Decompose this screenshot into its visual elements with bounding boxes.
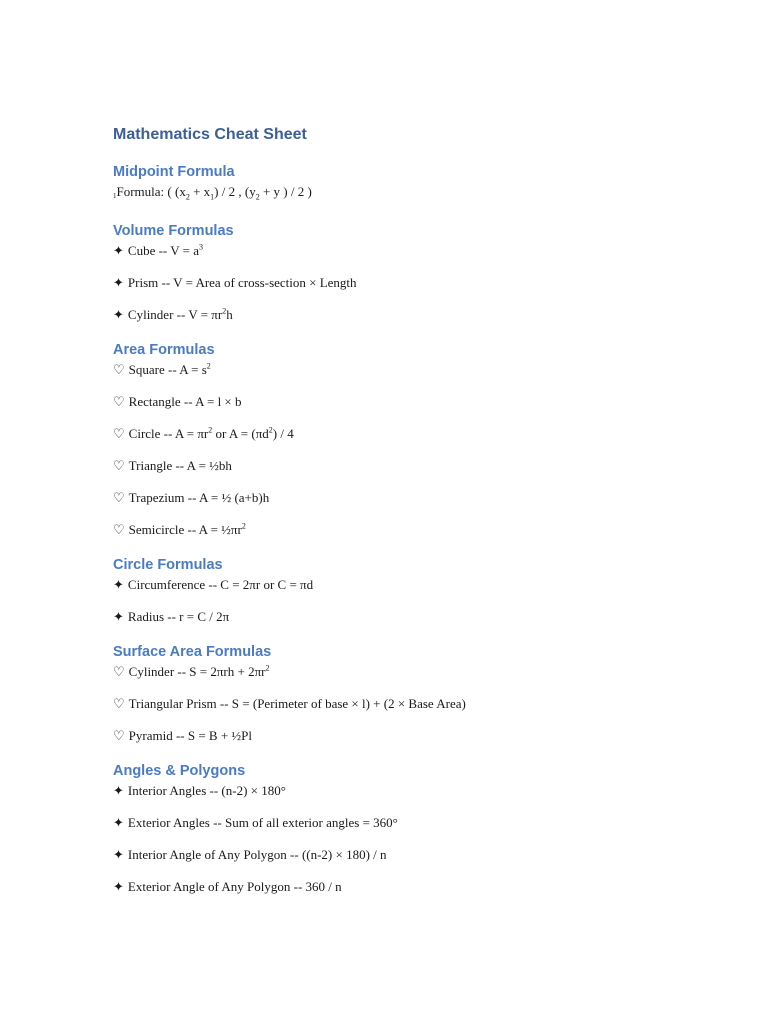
formula-text: Cube -- V = a [127,243,200,258]
star-bullet-icon: ✦ [113,577,124,592]
superscript: 2 [265,663,270,673]
formula-item [113,727,713,745]
formula-text: Rectangle -- A = l × b [128,394,242,409]
formula-text: Triangular Prism -- S = (Perimeter of base × l) + (2 × Base Area) [128,696,466,711]
formula-item [113,695,713,713]
star-bullet-icon: ✦ [113,815,124,830]
formula-item [113,878,713,896]
heart-bullet-icon: ♡ [113,426,125,441]
star-bullet-icon: ✦ [113,307,124,322]
section-heading: Surface Area Formulas [113,644,272,660]
section-surface-area-formulas [113,642,713,745]
superscript: 2 [206,361,211,371]
formula-item [113,576,713,594]
star-bullet-icon: ✦ [113,609,124,624]
formula-item [113,846,713,864]
section-heading: Midpoint Formula [113,164,235,180]
star-bullet-icon: ✦ [113,783,124,798]
star-bullet-icon: ✦ [113,879,124,894]
formula-text: Circle -- A = πr [128,426,209,441]
heart-bullet-icon: ♡ [113,362,125,377]
section-midpoint [113,162,713,205]
section-heading: Angles & Polygons [113,763,246,779]
midpoint-formula [113,183,713,205]
formula-text: or A = (πd [212,426,269,441]
subscript: 2 [185,192,190,202]
formula-text: + x [189,184,211,199]
formula-item [113,425,713,443]
section-heading: Volume Formulas [113,223,234,239]
formula-text: Interior Angle of Any Polygon -- ((n-2) × 180) / n [127,847,387,862]
formula-text: Pyramid -- S = B + ½Pl [128,728,253,743]
formula-text: Cylinder -- V = πr [127,307,223,322]
subscript: 2 [255,192,260,202]
section-heading: Area Formulas [113,342,215,358]
formula-text: h [226,307,233,322]
formula-text: ) / 4 [272,426,294,441]
subscript: 1 [210,192,215,202]
document-page [113,124,713,912]
heart-bullet-icon: ♡ [113,394,125,409]
star-bullet-icon: ✦ [113,275,124,290]
heart-bullet-icon: ♡ [113,490,125,505]
section-volume-formulas [113,221,713,324]
section-angles-polygons [113,761,713,896]
section-area-formulas [113,340,713,539]
heart-bullet-icon: ♡ [113,696,125,711]
formula-text: Square -- A = s [128,362,207,377]
formula-item [113,814,713,832]
formula-text: Triangle -- A = ½bh [128,458,232,473]
superscript: 2 [268,425,273,435]
heart-bullet-icon: ♡ [113,458,125,473]
formula-item [113,306,713,324]
formula-item [113,361,713,379]
superscript: 3 [199,242,204,252]
superscript: 2 [208,425,213,435]
formula-item [113,274,713,292]
formula-text: ) / 2 , (y [214,184,256,199]
formula-item [113,608,713,626]
formula-item [113,663,713,681]
formula-item [113,393,713,411]
formula-text: Exterior Angle of Any Polygon -- 360 / n [127,879,342,894]
formula-text: Prism -- V = Area of cross-section × Length [127,275,357,290]
section-circle-formulas [113,555,713,626]
formula-text: Trapezium -- A = ½ (a+b)h [128,490,270,505]
section-heading: Circle Formulas [113,557,223,573]
formula-sections [113,221,713,896]
heart-bullet-icon: ♡ [113,728,125,743]
superscript: 2 [222,306,227,316]
footnote-marker: 1 [113,192,117,200]
formula-text: Circumference -- C = 2πr or C = πd [127,577,314,592]
star-bullet-icon: ✦ [113,243,124,258]
formula-text: Exterior Angles -- Sum of all exterior angles = 360° [127,815,398,830]
formula-item [113,489,713,507]
formula-text: Formula: ( (x [116,184,186,199]
formula-item [113,457,713,475]
superscript: 2 [241,521,246,531]
heart-bullet-icon: ♡ [113,522,125,537]
formula-item [113,782,713,800]
formula-text: + y ) / 2 ) [259,184,312,199]
formula-text: Radius -- r = C / 2π [127,609,230,624]
star-bullet-icon: ✦ [113,847,124,862]
page-title: Mathematics Cheat Sheet [113,126,307,143]
formula-text: Semicircle -- A = ½πr [128,522,242,537]
formula-item [113,242,713,260]
formula-item [113,521,713,539]
formula-text: Interior Angles -- (n-2) × 180° [127,783,286,798]
formula-text: Cylinder -- S = 2πrh + 2πr [128,664,266,679]
heart-bullet-icon: ♡ [113,664,125,679]
